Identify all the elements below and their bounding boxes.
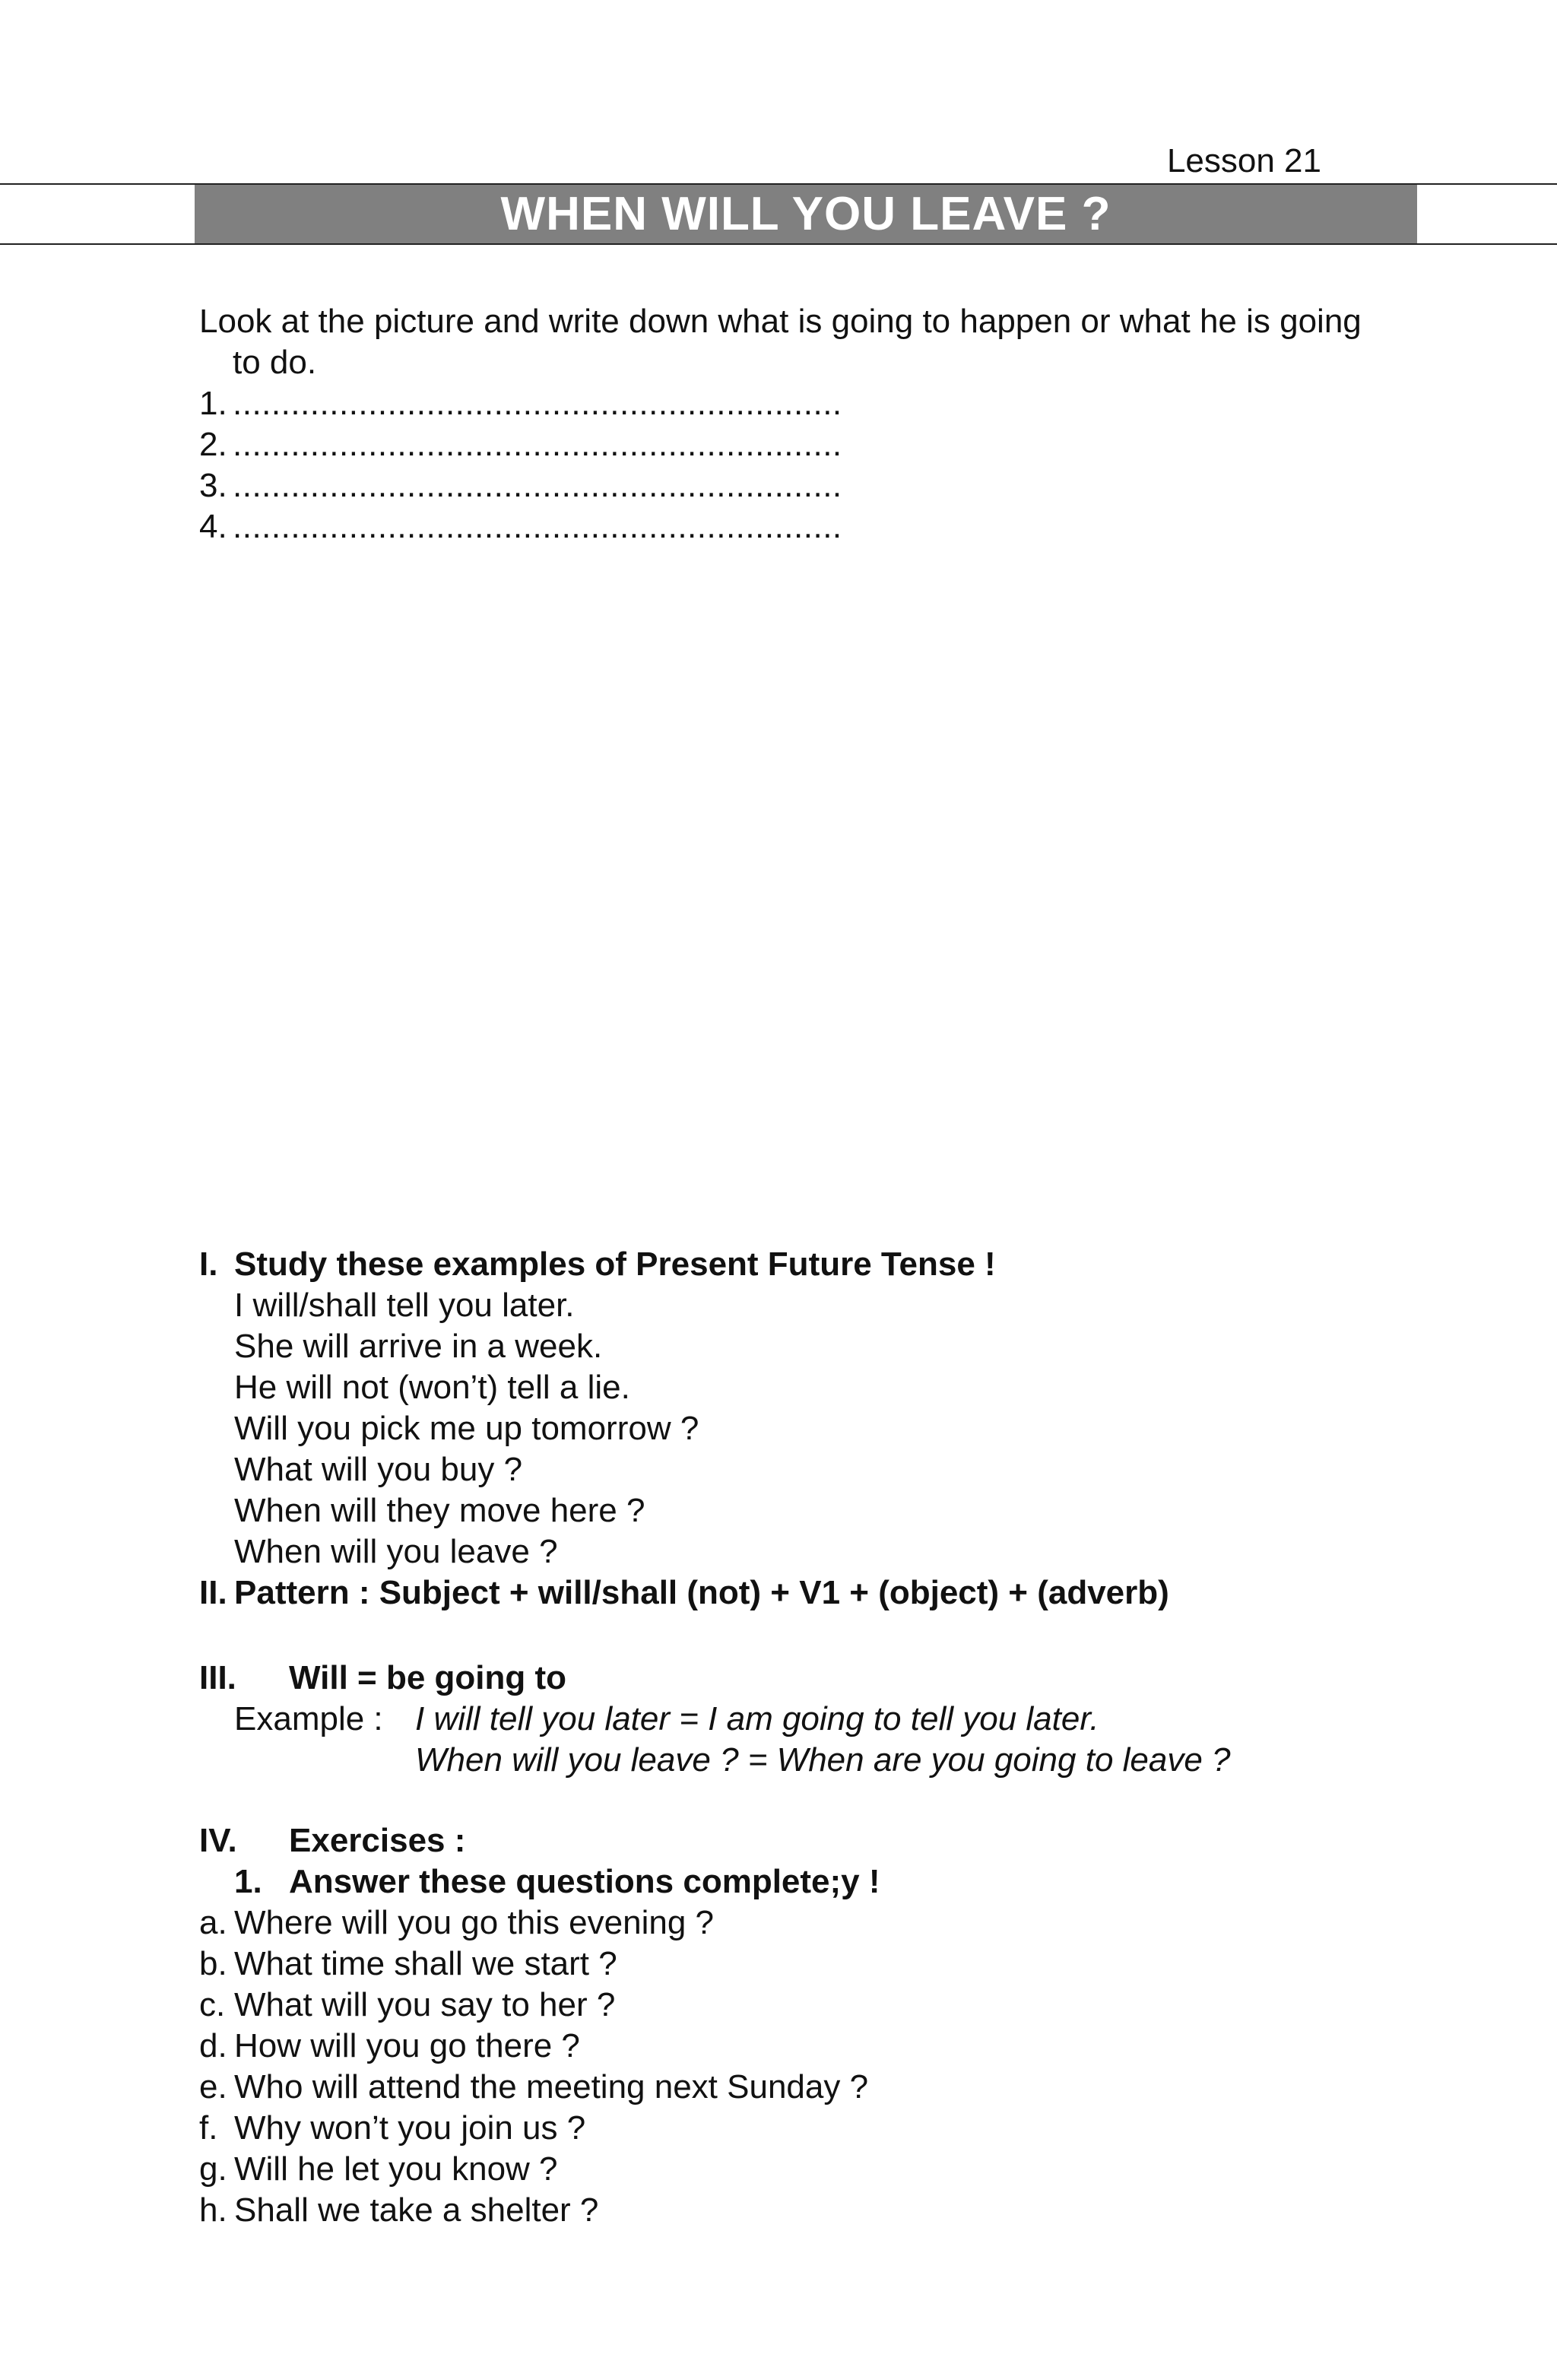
example-sentence: What will you buy ? bbox=[234, 1451, 523, 1488]
instruction-line-1: Look at the picture and write down what is going to happen or what he is going bbox=[199, 303, 1362, 340]
section-numeral: I. bbox=[199, 1246, 218, 1283]
question-item bbox=[199, 2190, 880, 2231]
example-sentence: She will arrive in a week. bbox=[234, 1328, 603, 1365]
question-letter: g. bbox=[199, 2150, 227, 2188]
instruction-line-2: to do. bbox=[233, 344, 317, 381]
section-heading: Exercises : bbox=[289, 1822, 466, 1859]
question-item bbox=[199, 1985, 880, 2026]
example-sentence: Will you pick me up tomorrow ? bbox=[234, 1410, 699, 1447]
exercise-heading: Answer these questions complete;y ! bbox=[289, 1863, 880, 1900]
example-equivalence-2: When will you leave ? = When are you going to leave ? bbox=[415, 1741, 1231, 1779]
example-sentence: When will you leave ? bbox=[234, 1533, 558, 1570]
section-heading: Study these examples of Present Future Tense ! bbox=[234, 1246, 996, 1283]
example-sentence: He will not (won’t) tell a lie. bbox=[234, 1369, 630, 1406]
question-item bbox=[199, 2067, 880, 2108]
question-text: Where will you go this evening ? bbox=[234, 1904, 714, 1941]
section-numeral: III. bbox=[199, 1659, 236, 1696]
blank-dots: ............................................................... bbox=[233, 508, 842, 545]
blank-dots: ............................................................... bbox=[233, 467, 842, 504]
question-letter: b. bbox=[199, 1945, 227, 1982]
example-sentence: When will they move here ? bbox=[234, 1492, 645, 1529]
answer-blank-1 bbox=[199, 383, 1431, 424]
question-item bbox=[199, 1944, 880, 1985]
question-text: Who will attend the meeting next Sunday ? bbox=[234, 2068, 869, 2106]
page-title: WHEN WILL YOU LEAVE ? bbox=[195, 185, 1417, 243]
blank-number: 4. bbox=[199, 508, 227, 545]
section-will-going-to bbox=[199, 1658, 1231, 1781]
blank-number: 2. bbox=[199, 426, 227, 463]
question-letter: d. bbox=[199, 2027, 227, 2064]
question-text: Why won’t you join us ? bbox=[234, 2109, 586, 2147]
question-letter: c. bbox=[199, 1986, 226, 2023]
lesson-number: Lesson 21 bbox=[1166, 142, 1321, 179]
question-text: What will you say to her ? bbox=[234, 1986, 616, 2023]
question-text: What time shall we start ? bbox=[234, 1945, 617, 1982]
section-numeral: IV. bbox=[199, 1822, 237, 1859]
question-letter: e. bbox=[199, 2068, 227, 2106]
section-exercises bbox=[199, 1820, 880, 2231]
picture-instruction bbox=[199, 301, 1431, 547]
question-item bbox=[199, 2108, 880, 2149]
question-item bbox=[199, 2149, 880, 2190]
answer-blank-3 bbox=[199, 465, 1431, 506]
question-text: How will you go there ? bbox=[234, 2027, 580, 2064]
blank-dots: ............................................................... bbox=[233, 426, 842, 463]
blank-number: 1. bbox=[199, 385, 227, 422]
question-text: Shall we take a shelter ? bbox=[234, 2191, 599, 2229]
answer-blank-4 bbox=[199, 506, 1431, 547]
blank-number: 3. bbox=[199, 467, 227, 504]
exercise-number: 1. bbox=[234, 1863, 262, 1900]
question-item bbox=[199, 1902, 880, 1944]
question-letter: h. bbox=[199, 2191, 227, 2229]
example-sentence: I will/shall tell you later. bbox=[234, 1287, 575, 1324]
example-label: Example : bbox=[234, 1700, 383, 1737]
question-item bbox=[199, 2026, 880, 2067]
section-numeral: II. bbox=[199, 1574, 227, 1611]
question-letter: f. bbox=[199, 2109, 218, 2147]
question-letter: a. bbox=[199, 1904, 227, 1941]
example-equivalence-1: I will tell you later = I am going to tell you later. bbox=[415, 1700, 1099, 1737]
question-text: Will he let you know ? bbox=[234, 2150, 558, 2188]
pattern-formula: Pattern : Subject + will/shall (not) + V1 + (object) + (adverb) bbox=[234, 1574, 1169, 1611]
answer-blank-2 bbox=[199, 424, 1431, 465]
picture-placeholder bbox=[199, 563, 1431, 1217]
section-heading: Will = be going to bbox=[289, 1659, 567, 1696]
section-examples bbox=[199, 1244, 1169, 1614]
blank-dots: ............................................................... bbox=[233, 385, 842, 422]
header-rule-bottom bbox=[0, 243, 1557, 245]
